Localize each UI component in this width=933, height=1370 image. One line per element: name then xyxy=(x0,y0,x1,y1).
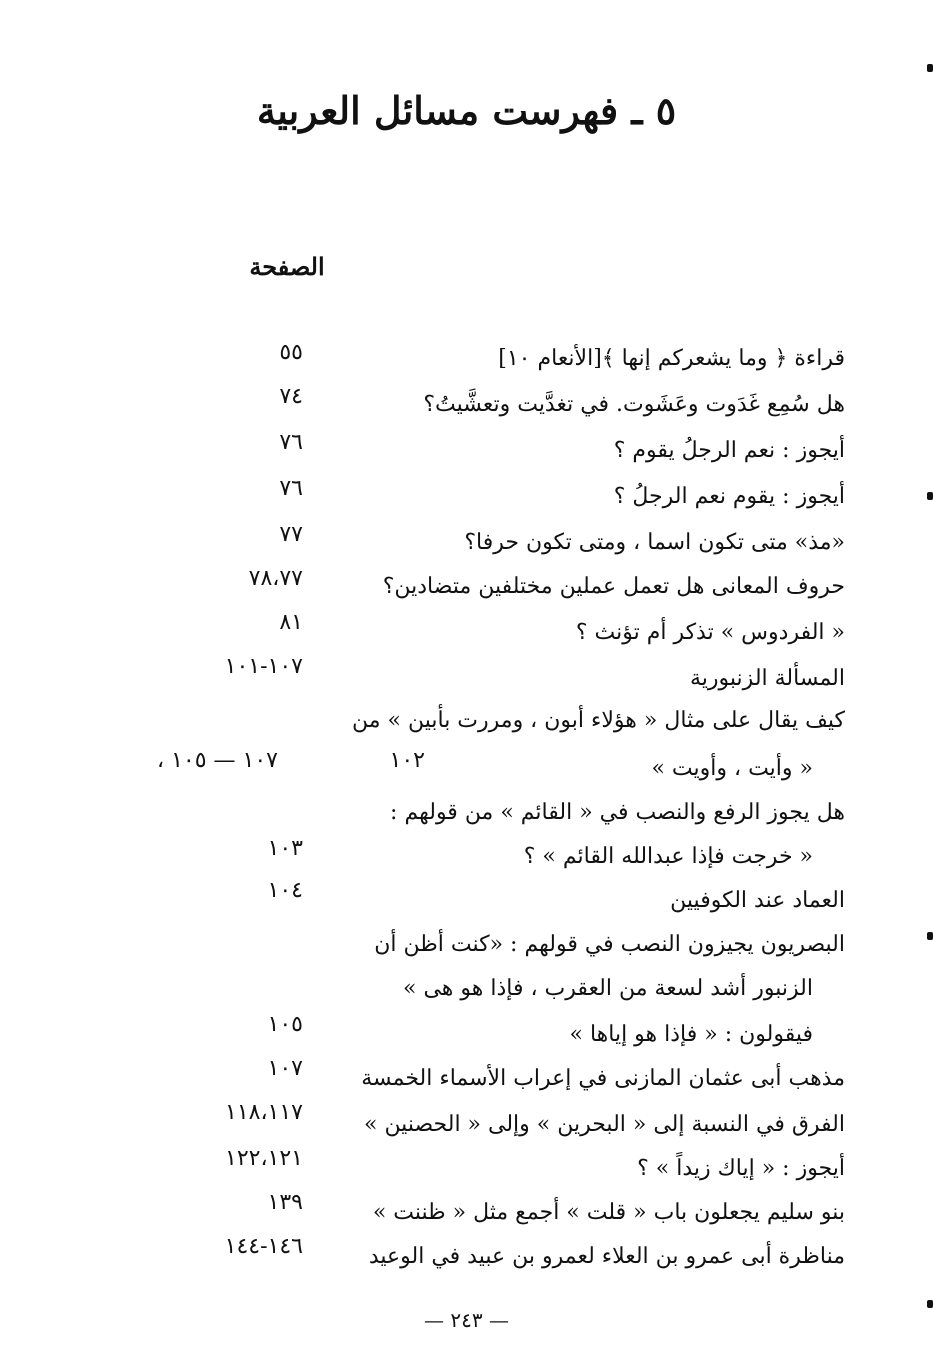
index-entry: مذهب أبى عثمان المازنى في إعراب الأسماء الخمسة xyxy=(361,1066,845,1091)
page-number: ١٠٢ xyxy=(389,748,425,773)
page-number: ٧٧ xyxy=(279,522,303,547)
scan-mark xyxy=(927,492,933,500)
page-column-header: الصفحة xyxy=(249,252,325,281)
index-entry: أيجوز : « إياك زيداً » ؟ xyxy=(637,1156,845,1181)
page-number: ٧٦ xyxy=(279,476,303,501)
page-number: ١١٨،١١٧ xyxy=(225,1100,303,1125)
page-number: ١٠٣ xyxy=(267,836,303,861)
index-entry: «مذ» متى تكون اسما ، ومتى تكون حرفا؟ xyxy=(464,530,845,555)
index-entry: البصريون يجيزون النصب في قولهم : «كنت أظن أن xyxy=(374,932,845,957)
page-number: ١٠٧ — ١٠٥ ، xyxy=(157,748,278,773)
index-entry: حروف المعانى هل تعمل عملين مختلفين متضادين؟ xyxy=(382,574,845,599)
index-entry-continuation: الزنبور أشد لسعة من العقرب ، فإذا هو هى » xyxy=(402,976,813,1001)
page-number: ٥٥ xyxy=(279,340,303,365)
index-entry: مناظرة أبى عمرو بن العلاء لعمرو بن عبيد في الوعيد xyxy=(368,1244,845,1269)
page-number: ١٠٧ xyxy=(267,1056,303,1081)
index-entry: أيجوز : يقوم نعم الرجلُ ؟ xyxy=(613,484,845,509)
page-number: ٧٤ xyxy=(279,384,303,409)
page-number: ١٠٤ xyxy=(267,878,303,903)
page-number: ١٠٧-١٠١ xyxy=(224,654,303,679)
page-number: ١٢٢،١٢١ xyxy=(225,1146,303,1171)
index-entry: هل يجوز الرفع والنصب في « القائم » من قولهم : xyxy=(390,800,845,825)
index-entry: قراءة ﴿ وما يشعركم إنها ﴾[الأنعام ١٠] xyxy=(498,346,845,371)
page-number: ٧٨،٧٧ xyxy=(248,566,303,591)
page-number: ١٤٦-١٤٤ xyxy=(224,1234,303,1259)
page-number: ١٣٩ xyxy=(267,1190,303,1215)
index-entry-continuation: « خرجت فإذا عبدالله القائم » ؟ xyxy=(523,844,813,869)
scan-mark xyxy=(927,64,933,72)
folio-page-number: — ٢٤٣ — xyxy=(424,1308,509,1332)
page-number: ٧٦ xyxy=(279,430,303,455)
index-entry: المسألة الزنبورية xyxy=(690,666,845,691)
index-entry: كيف يقال على مثال « هؤلاء أبون ، ومررت بأبين » من xyxy=(352,708,845,733)
index-entry: هل سُمِع غَدَوت وعَشَوت. في تغدَّيت وتعشَّيتُ؟ xyxy=(423,392,845,417)
index-entry: العماد عند الكوفيين xyxy=(670,888,845,913)
scan-mark xyxy=(927,932,933,940)
index-entry: « الفردوس » تذكر أم تؤنث ؟ xyxy=(575,620,845,645)
page-title: ٥ ـ فهرست مسائل العربية xyxy=(256,88,677,133)
index-entry: بنو سليم يجعلون باب « قلت » أجمع مثل « ظننت » xyxy=(372,1200,845,1225)
index-entry: أيجوز : نعم الرجلُ يقوم ؟ xyxy=(613,438,845,463)
index-entry: الفرق في النسبة إلى « البحرين » وإلى « الحصنين » xyxy=(363,1112,845,1137)
index-entry-continuation: « وأيت ، وأويت » xyxy=(651,756,813,781)
page-number: ٨١ xyxy=(279,610,303,635)
scan-mark xyxy=(927,1300,933,1308)
page-number: ١٠٥ xyxy=(267,1012,303,1037)
index-entry-continuation: فيقولون : « فإذا هو إياها » xyxy=(569,1022,813,1047)
